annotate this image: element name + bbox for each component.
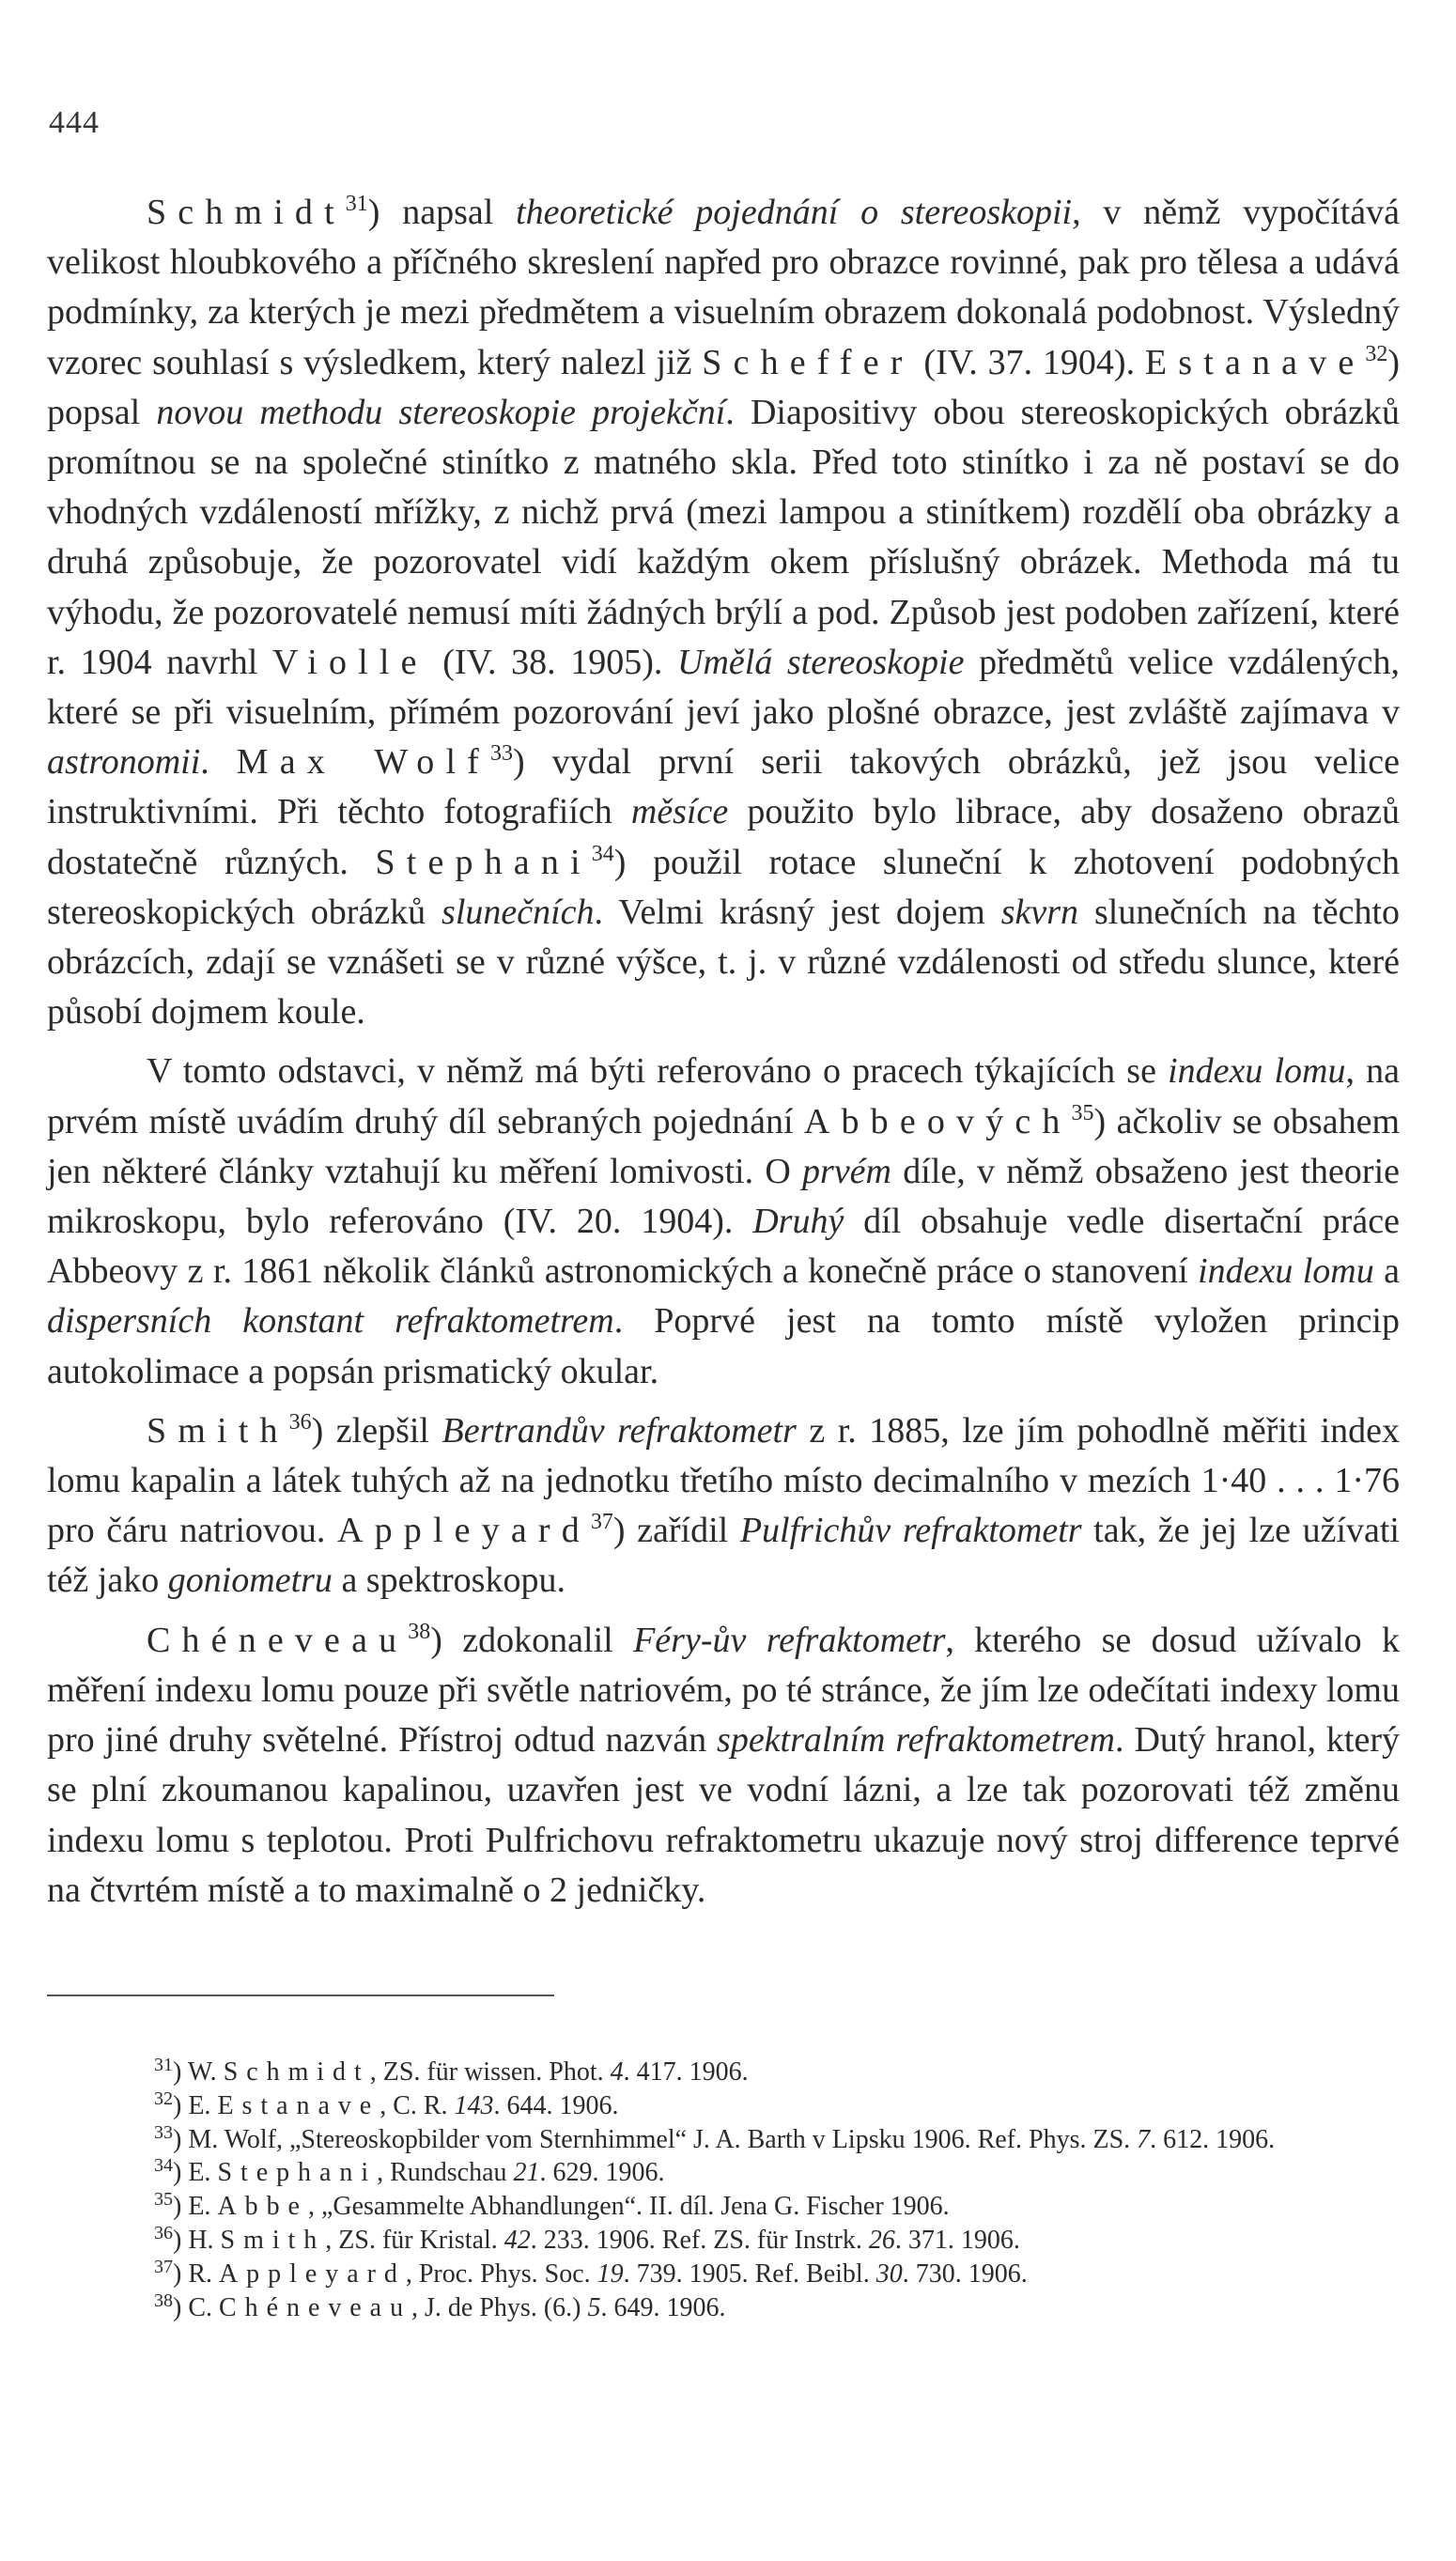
text-run: tak, že jej lze užívati též jako [47,1511,1400,1601]
italic-text: Bertrandův refraktometr [441,1410,797,1451]
text-run: z r. 1885, lze jím pohodlně měřiti index lomu kapalin a látek tuhých až na jednotku třetího místo decimalního v mezích 1·40 . . . 1·76 pro čáru natriovou. [47,1410,1400,1551]
footnote [47,2156,1400,2190]
italic-text: skvrn [1000,892,1079,932]
spaced-name: Scheffer [702,342,914,382]
text-run: díle, v němž obsaženo jest theorie mikroskopu, bylo referováno (IV. 20. 1904). [47,1151,1400,1242]
footnote-ref: 34 [154,2155,173,2177]
text-run: V tomto odstavci, v němž má býti referováno o pracech týkajících se [147,1051,1169,1092]
text-run: a [1373,1251,1400,1292]
footnote [47,2089,1400,2123]
footnote [47,2123,1400,2157]
spaced-name: Appleyard [219,2258,406,2289]
footnote-ref: 35 [1071,1100,1094,1125]
body-text [47,188,1400,1925]
text-run: ) W. [173,2057,224,2087]
text-run: , Proc. Phys. Soc. [405,2258,597,2289]
text-run: , Rundschau [377,2158,514,2188]
paragraph [47,1616,1400,1916]
text-run: ) C. [173,2292,219,2322]
italic-text: indexu lomu [1168,1051,1346,1092]
footnote-ref: 34 [591,841,614,866]
footnote-ref: 32 [154,2088,173,2109]
text-run: ) H. [173,2225,221,2255]
footnote [47,2190,1400,2224]
text-run: , na prvém místě uvádím druhý díl sebraných pojednání [47,1051,1400,1141]
italic-text: 4 [610,2057,624,2087]
footnote [47,2291,1400,2325]
footnotes [47,2056,1400,2324]
text-run: , ZS. für Kristal. [325,2225,504,2255]
footnote [47,2258,1400,2291]
text-run: . Diapositivy obou stereoskopických obrázků promítnou se na společné stinítko z matného skla. Před toto stinítko i za ně postaví se do vhodných vzdáleností mřížky, z nichž prvá (mezi lampou a stinítkem) rozdělí oba obrázky a druhá způsobuje, že pozorovatel vidí každým okem příslušný obrázek. Methoda má tu výhodu, že pozorovatelé nemusí míti žádných brýlí a pod. Způsob jest podoben zařízení, které r. 1904 navrhl [47,392,1401,682]
text-run: , J. de Phys. (6.) [411,2292,588,2322]
spaced-name: Smith [220,2225,326,2255]
paragraph [47,188,1400,1037]
spaced-name: Max Wolf [236,742,490,783]
text-run: . 629. 1906. [539,2158,665,2188]
footnote-ref: 31 [345,192,368,216]
italic-text: goniometru [167,1560,333,1601]
italic-text: 5 [587,2292,601,2322]
text-run: . [200,742,237,783]
text-run: ) napsal [367,193,517,232]
footnote-ref: 33 [154,2121,173,2143]
spaced-name: Smith [147,1410,289,1451]
text-run: předmětů velice vzdálených, které se při visuelním, přímém pozorování jeví jako plošné obrazce, jest zvláště zajímava v [47,642,1401,733]
text-run: . 233. 1906. Ref. ZS. für Instrk. [530,2225,869,2255]
text-run: díl obsahuje vedle disertační práce Abbeovy z r. 1861 několik článků astronomických a konečně práce o stanovení [47,1202,1400,1292]
italic-text: dispersních konstant refraktometrem [47,1301,614,1342]
italic-text: astronomii [47,742,201,783]
spaced-name: Stephani [217,2158,378,2188]
italic-text: 7 [1137,2124,1151,2154]
text-run: ) ačkoliv se obsahem jen některé články vztahují ku měření lomivosti. O [47,1101,1401,1191]
text-run: (IV. 38. 1905). [427,642,678,682]
text-run: . Velmi krásný jest dojem [594,892,1001,932]
text-run: ) zařídil [612,1511,740,1551]
italic-text: Pulfrichův refraktometr [739,1511,1082,1551]
footnote-ref: 38 [408,1619,431,1644]
footnote-ref: 37 [590,1510,613,1535]
spaced-name: Schmidt [223,2057,370,2087]
footnote-ref: 33 [490,741,513,767]
italic-text: theoretické pojednání o stereoskopii [516,193,1073,232]
spaced-name: Violle [271,642,428,682]
text-run: , C. R. [379,2090,455,2120]
text-run: . 730. 1906. [902,2258,1028,2289]
text-run: , v němž vypočítává velikost hloubkového a příčného skreslení napřed pro obrazce rovinné, pak pro tělesa a udává podmínky, za kterých je mezi předmětem a visuelním obrazem dokonalá podobnost. Výsledný vzorec souhlasí s výsledkem, který nalezl již [47,193,1400,382]
spaced-name: Abbeových [803,1101,1072,1141]
footnote-ref: 31 [154,2055,173,2075]
italic-text: 143 [454,2090,494,2120]
text-run: použito bylo librace, aby dosaženo obrazů dostatečně různých. [47,792,1400,882]
italic-text: 30 [875,2258,903,2289]
spaced-name: Chéneveau [219,2292,412,2322]
paragraph [47,1047,1400,1396]
text-run: ) E. [173,2192,218,2222]
footnote-ref: 36 [154,2222,173,2243]
footnote-ref: 32 [1365,341,1388,366]
text-run: ) R. [173,2258,219,2289]
footnote [47,2056,1400,2089]
text-run: . 417. 1906. [623,2057,749,2087]
italic-text: prvém [802,1151,891,1191]
text-run: slunečních na těchto obrázcích, zdají se vznášeti se v různé výšce, t. j. v různé vzdálenosti od středu slunce, které působí dojmem koule. [47,892,1401,1032]
italic-text: indexu lomu [1198,1251,1374,1292]
spaced-name: Appleyard [337,1511,591,1551]
italic-text: Féry-ův refraktometr [633,1620,946,1660]
footnote [47,2224,1400,2258]
spaced-name: Abbe [217,2192,308,2222]
text-run: . 644. 1906. [493,2090,619,2120]
text-run: ) M. Wolf, „Stereoskopbilder vom Sternhimmel“ J. A. Barth v Lipsku 1906. Ref. Phys. ZS. [173,2124,1138,2154]
footnote-ref: 36 [288,1409,312,1435]
text-run: . 371. 1906. [894,2225,1020,2255]
text-run: . 649. 1906. [600,2292,726,2322]
text-run: ) použil rotace sluneční k zhotovení podobných stereoskopických obrázků [47,842,1401,932]
spaced-name: Estanave [217,2090,380,2120]
footnote-divider [47,1994,554,1996]
italic-text: spektralním refraktometrem [717,1720,1115,1761]
italic-text: Druhý [752,1202,844,1242]
text-run: , ZS. für wissen. Phot. [369,2057,611,2087]
text-run: ) popsal [47,342,1400,432]
footnote-ref: 35 [154,2189,173,2211]
text-run: ) E. [173,2158,218,2188]
italic-text: 26 [868,2225,895,2255]
italic-text: 42 [503,2225,531,2255]
text-run: , „Gesammelte Abhandlungen“. II. díl. Jena G. Fischer 1906. [307,2192,950,2222]
text-run: . Dutý hranol, který se plní zkoumanou kapalinou, uzavřen jest ve vodní lázni, a lze tak pozorovati též změnu indexu lomu s teplotou. Proti Pulfrichovu refraktometru ukazuje nový stroj difference teprvé na čtvrtém místě a to maximalně o 2 jedničky. [47,1720,1400,1910]
italic-text: 19 [596,2258,624,2289]
italic-text: Umělá stereoskopie [677,642,965,682]
italic-text: 21 [513,2158,540,2188]
spaced-name: Chéneveau [147,1620,409,1660]
text-run: . 739. 1905. Ref. Beibl. [623,2258,876,2289]
spaced-name: Schmidt [147,193,346,232]
text-run: . 612. 1906. [1150,2124,1276,2154]
footnote-ref: 38 [154,2289,173,2311]
page-number: 444 [49,105,100,140]
text-run: (IV. 37. 1904). [913,342,1145,382]
text-run: ) zdokonalil [430,1620,634,1660]
spaced-name: Estanave [1144,342,1366,382]
italic-text: slunečních [441,892,595,932]
paragraph [47,1406,1400,1606]
text-run: , kterého se dosud užívalo k měření indexu lomu pouze při světle natriovém, po té stránce, že jím lze odečítati indexy lomu pro jiné druhy světelné. Přístroj odtud nazván [47,1620,1401,1761]
text-run: . Poprvé jest na tomto místě vyložen princip autokolimace a popsán prismatický okular. [47,1301,1400,1391]
text-run: a spektroskopu. [332,1560,565,1601]
footnote-ref: 37 [154,2256,173,2277]
spaced-name: Stephani [375,842,592,882]
italic-text: měsíce [630,792,729,832]
text-run: ) zlepšil [311,1410,442,1451]
italic-text: novou methodu stereoskopie projekční [156,392,726,432]
text-run: ) E. [173,2090,218,2120]
text-run: ) vydal první serii takových obrázků, jež jsou velice instruktivními. Při těchto fotografiích [47,742,1400,832]
